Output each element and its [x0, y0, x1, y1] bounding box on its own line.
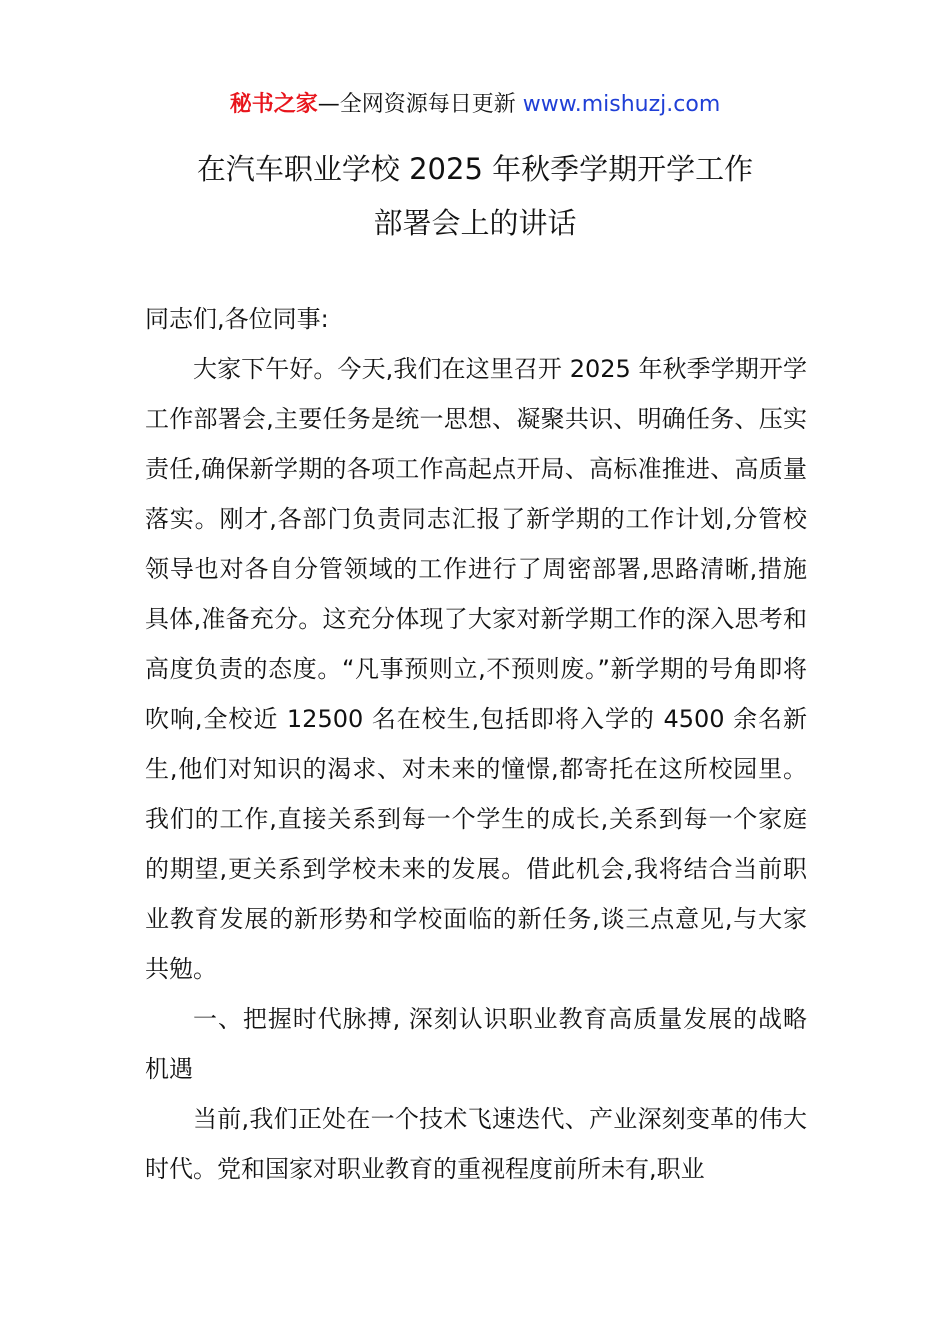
document-title — [0, 142, 950, 250]
section-heading-1: 一、把握时代脉搏, 深刻认识职业教育高质量发展的战略机遇 — [145, 1005, 807, 1083]
paragraph-section-1: 当前,我们正处在一个技术飞速迭代、产业深刻变革的伟大时代。党和国家对职业教育的重视程度前所未有,职业 — [145, 1105, 807, 1183]
document-body — [145, 294, 807, 1194]
paragraph-opening: 大家下午好。今天,我们在这里召开 2025 年秋季学期开学工作部署会,主要任务是统一思想、凝聚共识、明确任务、压实责任,确保新学期的各项工作高起点开局、高标准推进、高质量落实。刚才,各部门负责同志汇报了新学期的工作计划,分管校领导也对各自分管领域的工作进行了周密部署,思路清晰,措施具体,准备充分。这充分体现了大家对新学期工作的深入思考和高度负责的态度。“凡事预则立,不预则废。”新学期的号角即将吹响,全校近 12500 名在校生,包括即将入学的 4500 余名新生,他们对知识的渴求、对未来的憧憬,都寄托在这所校园里。我们的工作,直接关系到每一个学生的成长,关系到每一个家庭的期望,更关系到学校未来的发展。借此机会,我将结合当前职业教育发展的新形势和学校面临的新任务,谈三点意见,与大家共勉。 — [145, 355, 807, 983]
title-line-2: 部署会上的讲话 — [373, 206, 577, 240]
salutation: 同志们,各位同事: — [145, 305, 329, 333]
header-tagline: —全网资源每日更新 — [317, 92, 523, 117]
title-line-1: 在汽车职业学校 2025 年秋季学期开学工作 — [196, 152, 754, 186]
site-header — [0, 88, 950, 122]
brand-name: 秘书之家 — [229, 92, 318, 117]
site-url-link[interactable]: www.mishuzj.com — [522, 92, 721, 117]
